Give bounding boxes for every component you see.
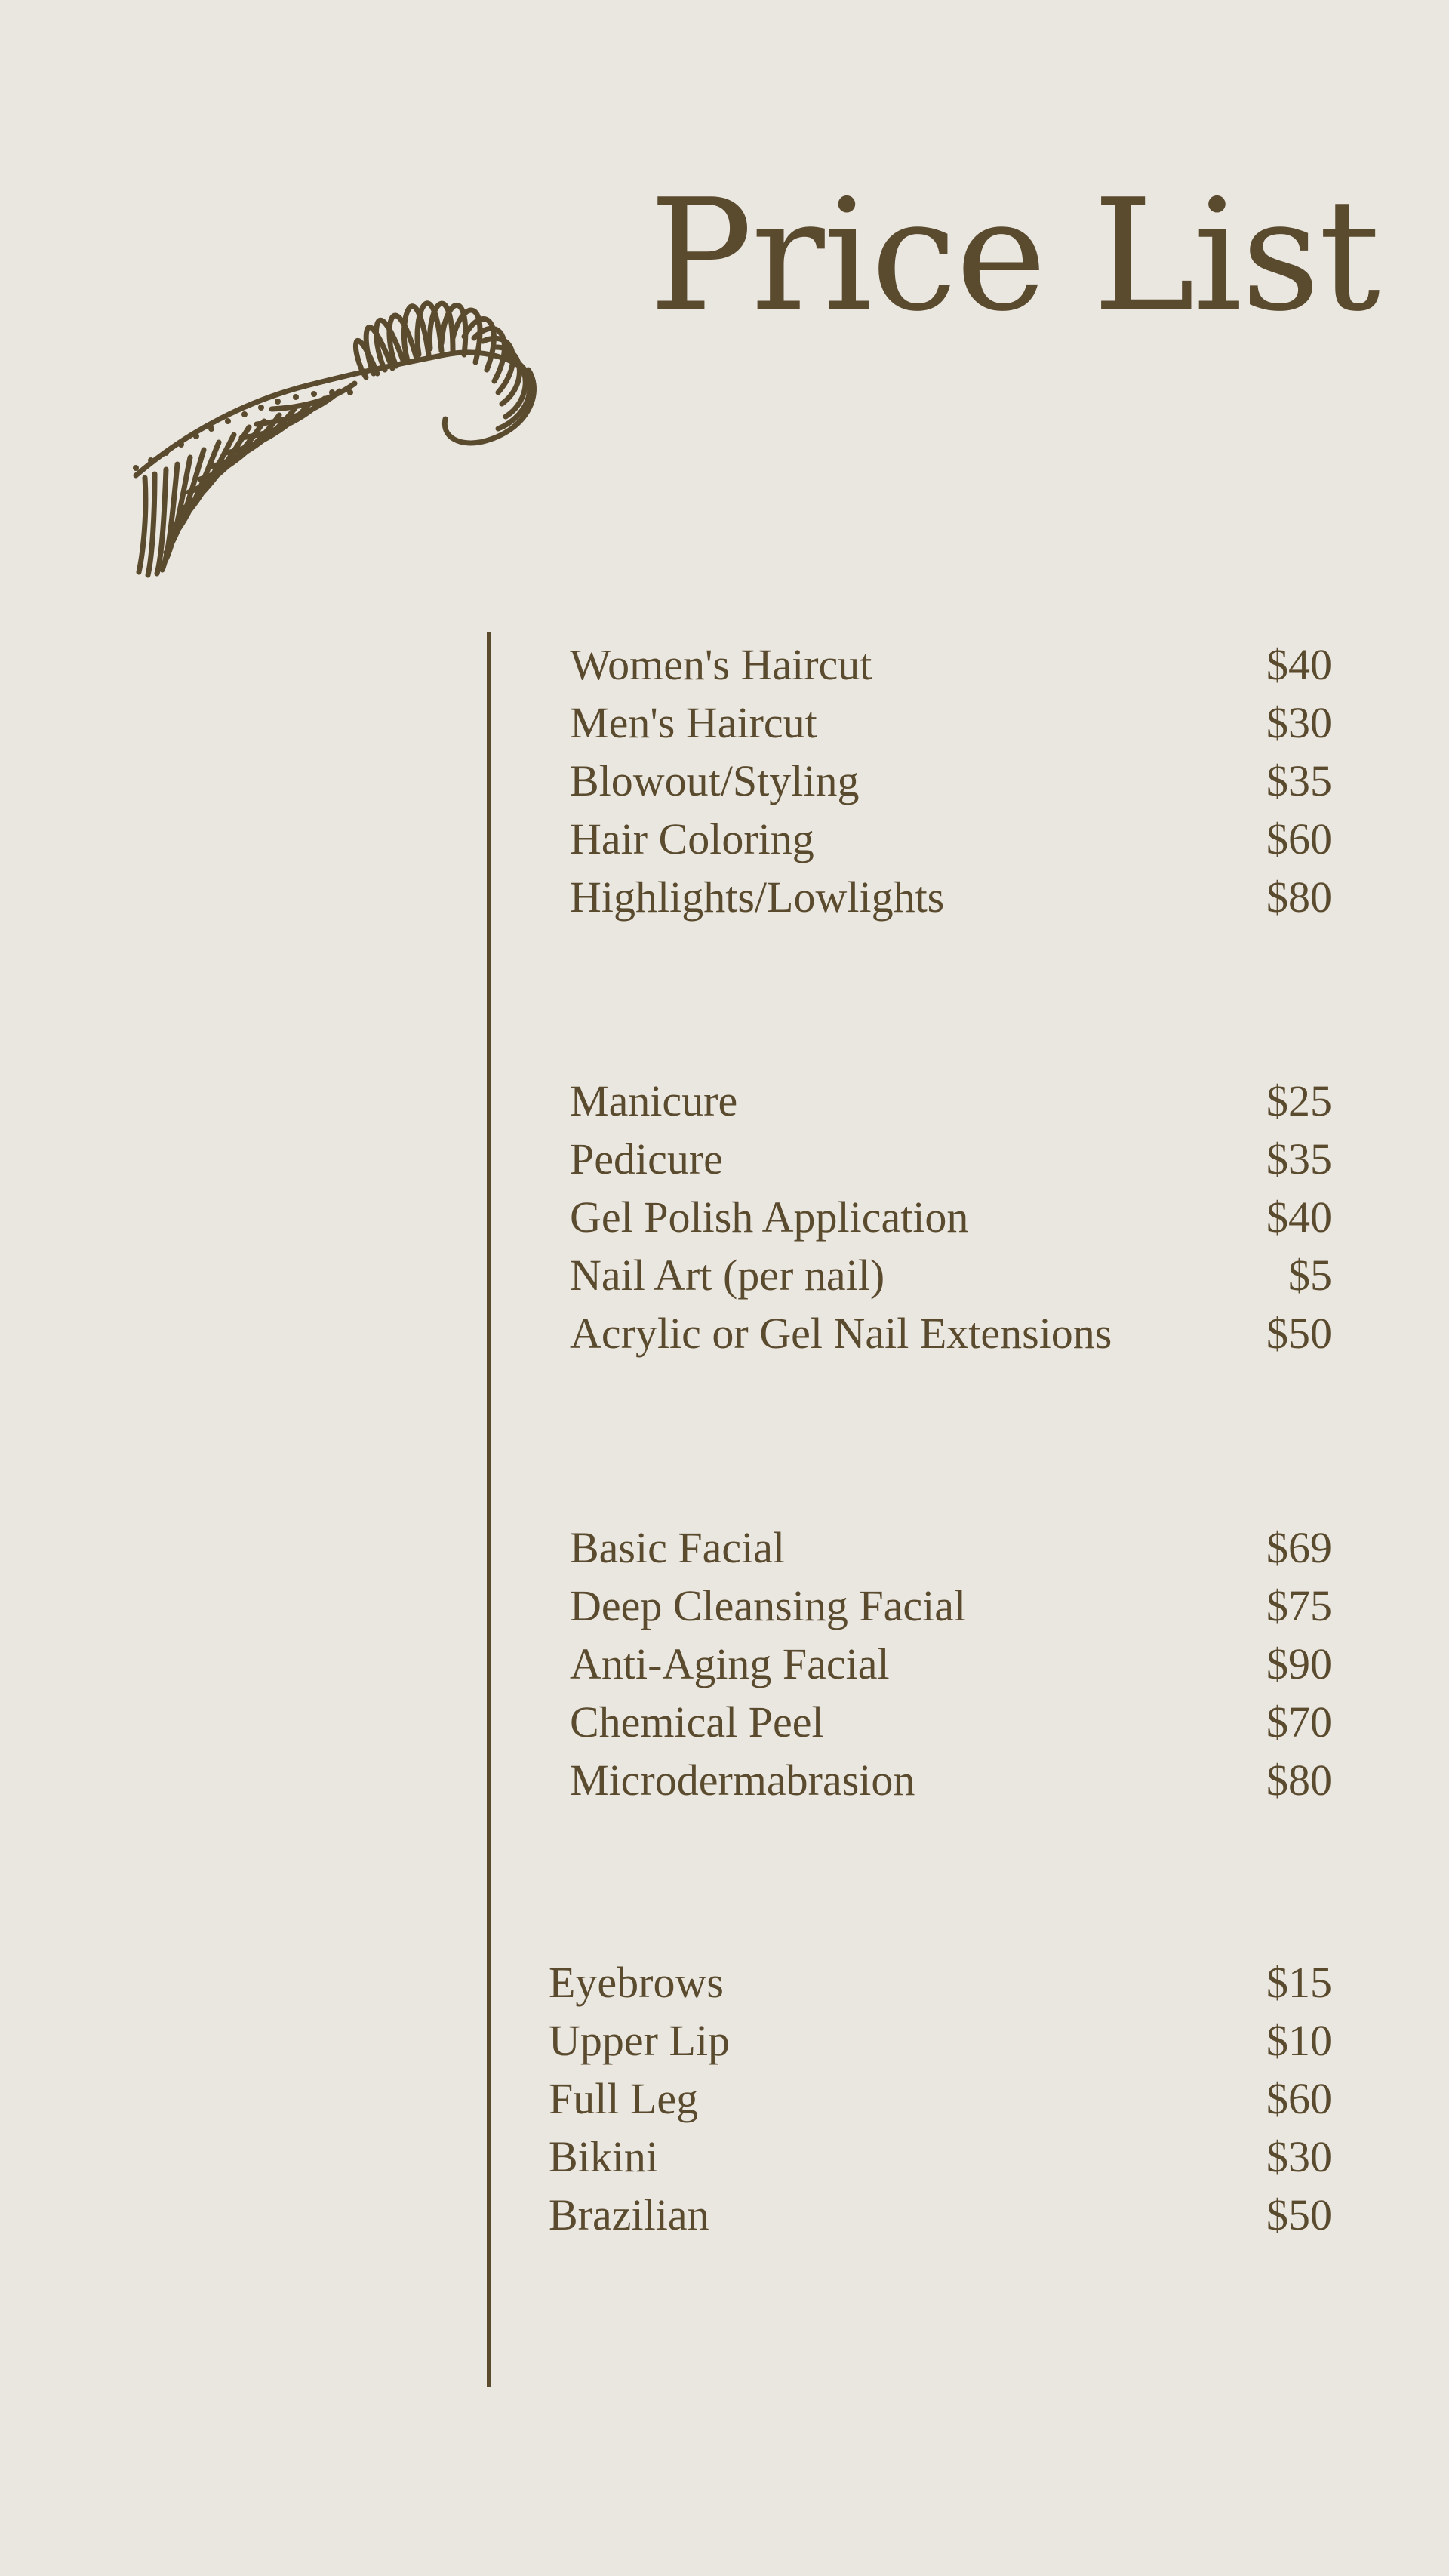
service-name: Microdermabrasion (570, 1756, 915, 1805)
service-name: Gel Polish Application (570, 1193, 969, 1242)
list-item (549, 2186, 1332, 2244)
list-item (570, 1072, 1332, 1130)
list-item (570, 694, 1332, 752)
service-name: Upper Lip (549, 2016, 730, 2065)
price-section-hair (570, 636, 1332, 926)
service-name: Pedicure (570, 1134, 723, 1183)
service-price: $50 (1266, 2190, 1332, 2239)
list-item (570, 1188, 1332, 1246)
service-name: Women's Haircut (570, 640, 872, 689)
service-name: Men's Haircut (570, 698, 817, 747)
list-item (549, 2011, 1332, 2070)
service-name: Highlights/Lowlights (570, 873, 945, 922)
service-price: $80 (1266, 1756, 1332, 1805)
service-name: Nail Art (per nail) (570, 1251, 885, 1300)
service-name: Deep Cleansing Facial (570, 1581, 967, 1630)
service-price: $40 (1266, 640, 1332, 689)
price-section-waxing (549, 1953, 1332, 2244)
service-price: $15 (1266, 1958, 1332, 2007)
service-price: $35 (1266, 756, 1332, 805)
list-item (570, 1577, 1332, 1635)
price-section-nails (570, 1072, 1332, 1362)
service-name: Blowout/Styling (570, 756, 860, 805)
service-price: $30 (1266, 2132, 1332, 2181)
service-price: $60 (1266, 814, 1332, 863)
list-item (570, 752, 1332, 810)
list-item (570, 1635, 1332, 1693)
service-name: Chemical Peel (570, 1697, 824, 1747)
service-name: Manicure (570, 1076, 738, 1125)
list-item (549, 2128, 1332, 2186)
service-price: $40 (1266, 1193, 1332, 1242)
service-name: Hair Coloring (570, 814, 814, 863)
list-item (570, 1519, 1332, 1577)
service-price: $5 (1288, 1251, 1332, 1300)
list-item (570, 636, 1332, 694)
service-name: Full Leg (549, 2074, 699, 2123)
list-item (570, 1130, 1332, 1188)
list-item (570, 1751, 1332, 1809)
service-price: $25 (1266, 1076, 1332, 1125)
service-price: $69 (1266, 1523, 1332, 1572)
list-item (570, 868, 1332, 926)
service-price: $50 (1266, 1309, 1332, 1358)
service-name: Bikini (549, 2132, 659, 2181)
service-name: Eyebrows (549, 1958, 724, 2007)
list-item (570, 1693, 1332, 1751)
service-price: $75 (1266, 1581, 1332, 1630)
page-title: Price List (649, 167, 1380, 346)
list-item (549, 1953, 1332, 2011)
service-price: $80 (1266, 873, 1332, 922)
list-item (570, 1304, 1332, 1362)
service-price: $10 (1266, 2016, 1332, 2065)
service-price: $60 (1266, 2074, 1332, 2123)
service-price: $35 (1266, 1134, 1332, 1183)
list-item (570, 810, 1332, 868)
price-section-facials (570, 1519, 1332, 1809)
service-name: Acrylic or Gel Nail Extensions (570, 1309, 1112, 1358)
service-name: Basic Facial (570, 1523, 786, 1572)
service-name: Brazilian (549, 2190, 709, 2239)
service-price: $70 (1266, 1697, 1332, 1747)
list-item (570, 1246, 1332, 1304)
service-name: Anti-Aging Facial (570, 1639, 890, 1688)
service-price: $30 (1266, 698, 1332, 747)
list-item (549, 2070, 1332, 2128)
eyelash-icon (121, 249, 574, 581)
service-price: $90 (1266, 1639, 1332, 1688)
vertical-divider (487, 632, 491, 2387)
